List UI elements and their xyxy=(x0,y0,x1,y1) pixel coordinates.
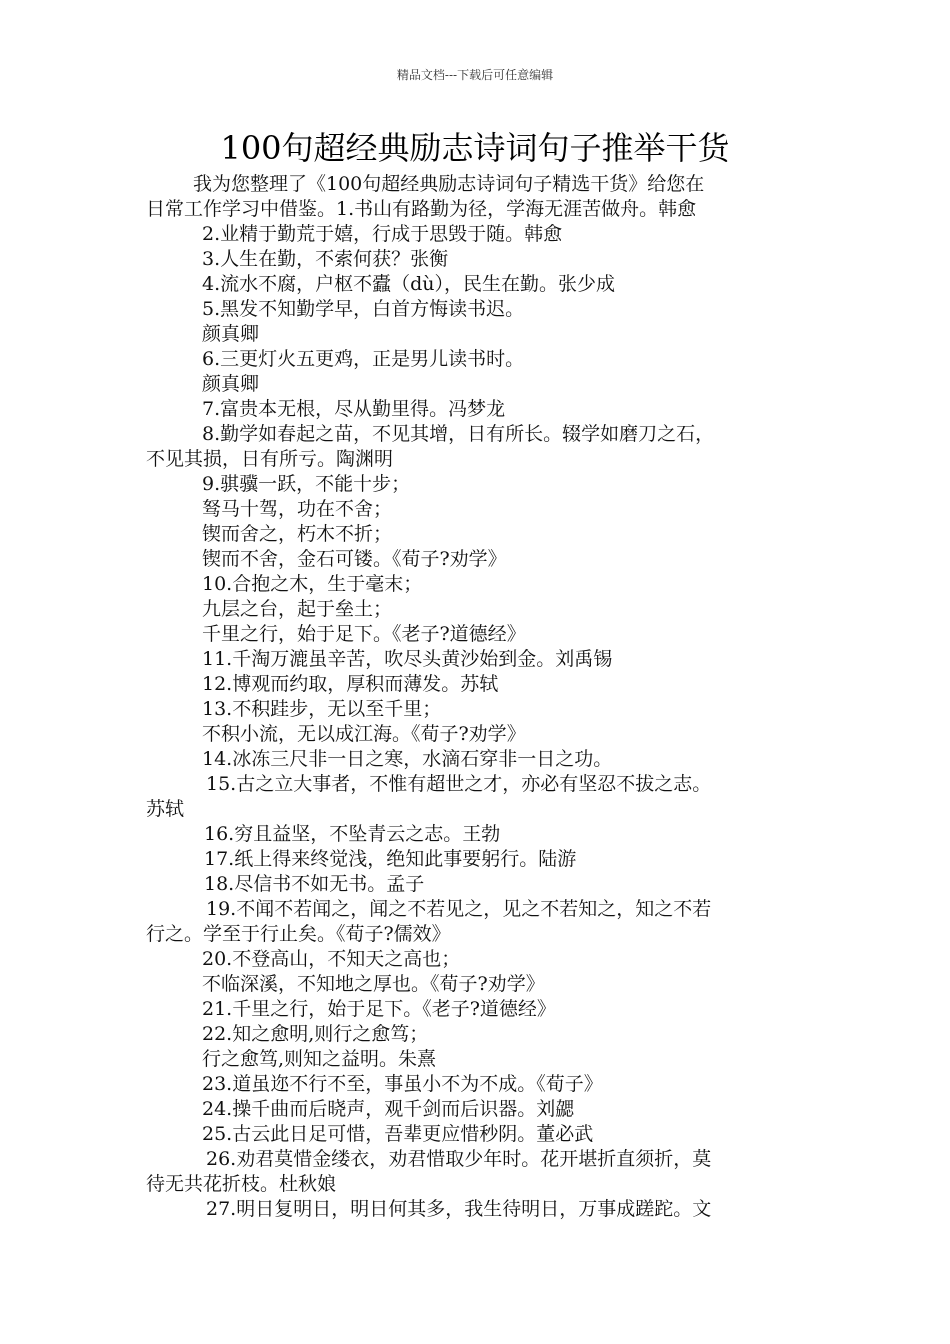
paragraph-line: 13.不积跬步，无以至千里； xyxy=(202,698,442,720)
paragraph-line: 24.操千曲而后晓声，观千剑而后识器。刘勰 xyxy=(202,1098,575,1120)
paragraph-line: 驽马十驾，功在不舍； xyxy=(202,498,393,520)
paragraph-line: 我为您整理了《100句超经典励志诗词句子精选干货》给您在 xyxy=(193,173,705,195)
paragraph-line: 14.冰冻三尺非一日之寒，水滴石穿非一日之功。 xyxy=(202,748,613,770)
paragraph-line: 日常工作学习中借鉴。1.书山有路勤为径，学海无涯苦做舟。韩愈 xyxy=(146,198,697,220)
paragraph-line: 15.古之立大事者，不惟有超世之才，亦必有坚忍不拔之志。 xyxy=(206,773,712,795)
paragraph-line: 6.三更灯火五更鸡，正是男儿读书时。 xyxy=(202,348,525,370)
paragraph-line: 2.业精于勤荒于嬉，行成于思毁于随。韩愈 xyxy=(202,223,563,245)
document-title: 100句超经典励志诗词句子推举干货 xyxy=(220,129,730,167)
paragraph-line: 九层之台，起于垒土； xyxy=(202,598,393,620)
paragraph-line: 9.骐骥一跃，不能十步； xyxy=(202,473,411,495)
paragraph-line: 4.流水不腐，户枢不蠹（dù），民生在勤。张少成 xyxy=(202,273,616,295)
paragraph-line: 5.黑发不知勤学早，白首方悔读书迟。 xyxy=(202,298,525,320)
paragraph-line: 行之愈笃,则知之益明。朱熹 xyxy=(202,1048,437,1070)
paragraph-line: 10.合抱之木，生于毫末； xyxy=(202,573,423,595)
paragraph-line: 26.劝君莫惜金缕衣，劝君惜取少年时。花开堪折直须折，莫 xyxy=(206,1148,712,1170)
paragraph-line: 不见其损，日有所亏。陶渊明 xyxy=(146,448,394,470)
paragraph-line: 8.勤学如春起之苗，不见其增，日有所长。辍学如磨刀之石， xyxy=(202,423,715,445)
paragraph-line: 锲而不舍，金石可镂。《荀子?劝学》 xyxy=(202,548,507,570)
paragraph-line: 千里之行，始于足下。《老子?道德经》 xyxy=(202,623,526,645)
paragraph-line: 苏轼 xyxy=(146,798,185,820)
paragraph-line: 12.博观而约取，厚积而薄发。苏轼 xyxy=(202,673,499,695)
paragraph-line: 待无共花折枝。杜秋娘 xyxy=(146,1173,337,1195)
paragraph-line: 7.富贵本无根，尽从勤里得。冯梦龙 xyxy=(202,398,506,420)
paragraph-line: 19.不闻不若闻之，闻之不若见之，见之不若知之，知之不若 xyxy=(206,898,712,920)
paragraph-line: 颜真卿 xyxy=(202,323,260,345)
paragraph-line: 不积小流，无以成江海。《荀子?劝学》 xyxy=(202,723,526,745)
paragraph-line: 25.古云此日足可惜，吾辈更应惜秒阴。董必武 xyxy=(202,1123,594,1145)
paragraph-line: 3.人生在勤，不索何获？张衡 xyxy=(202,248,449,270)
paragraph-line: 20.不登高山，不知天之高也； xyxy=(202,948,461,970)
paragraph-line: 23.道虽迩不行不至，事虽小不为不成。《荀子》 xyxy=(202,1073,603,1095)
paragraph-line: 不临深溪，不知地之厚也。《荀子?劝学》 xyxy=(202,973,545,995)
paragraph-line: 16.穷且益坚，不坠青云之志。王勃 xyxy=(204,823,501,845)
paragraph-line: 27.明日复明日，明日何其多，我生待明日，万事成蹉跎。文 xyxy=(206,1198,712,1220)
paragraph-line: 锲而舍之，朽木不折； xyxy=(202,523,393,545)
paragraph-line: 18.尽信书不如无书。孟子 xyxy=(204,873,425,895)
header-watermark: 精品文档---下载后可任意编辑 xyxy=(396,68,554,82)
paragraph-line: 22.知之愈明,则行之愈笃； xyxy=(202,1023,429,1045)
document-body xyxy=(146,172,808,1222)
paragraph-line: 行之。学至于行止矣。《荀子?儒效》 xyxy=(146,923,451,945)
paragraph-line: 颜真卿 xyxy=(202,373,260,395)
paragraph-line: 17.纸上得来终觉浅，绝知此事要躬行。陆游 xyxy=(204,848,577,870)
paragraph-line: 11.千淘万漉虽辛苦，吹尽头黄沙始到金。刘禹锡 xyxy=(202,648,613,670)
paragraph-line: 21.千里之行，始于足下。《老子?道德经》 xyxy=(202,998,556,1020)
